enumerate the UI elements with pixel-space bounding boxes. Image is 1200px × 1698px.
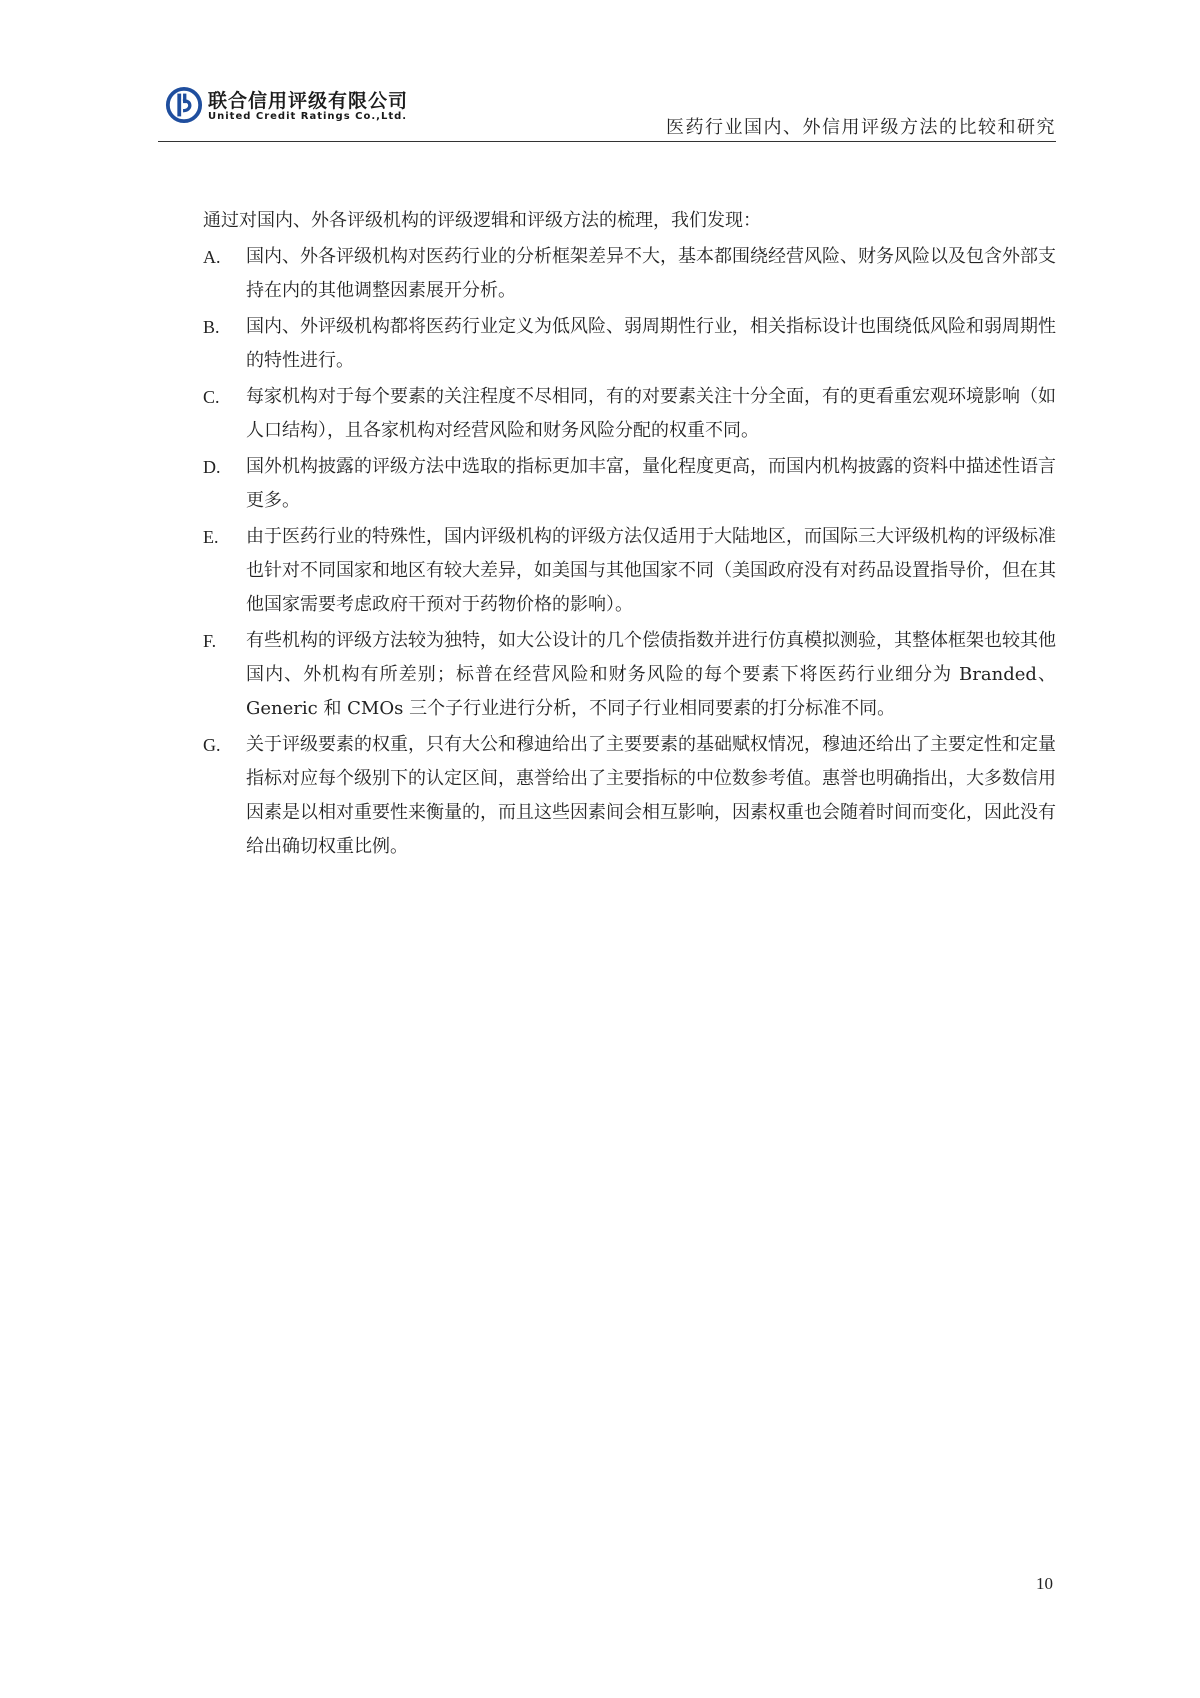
finding-text: 由于医药行业的特殊性，国内评级机构的评级方法仅适用于大陆地区，而国际三大评级机构的评级标准也针对不同国家和地区有较大差异，如美国与其他国家不同（美国政府没有对药品设置指导价，但在其他国家需要考虑政府干预对于药物价格的影响）。 (246, 526, 1056, 615)
main-content (203, 204, 1056, 866)
finding-text: 国外机构披露的评级方法中选取的指标更加丰富，量化程度更高，而国内机构披露的资料中描述性语言更多。 (246, 456, 1056, 511)
finding-text: 关于评级要素的权重，只有大公和穆迪给出了主要要素的基础赋权情况，穆迪还给出了主要定性和定量指标对应每个级别下的认定区间，惠誉给出了主要指标的中位数参考值。惠誉也明确指出，大多数信用因素是以相对重要性来衡量的，而且这些因素间会相互影响，因素权重也会随着时间而变化，因此没有给出确切权重比例。 (246, 734, 1056, 857)
united-credit-ratings-logo (165, 86, 203, 124)
finding-item-a (203, 240, 1056, 308)
finding-item-g (203, 728, 1056, 864)
finding-letter: D. (203, 457, 221, 477)
company-name-en: United Credit Ratings Co.,Ltd. (208, 111, 408, 122)
finding-letter: E. (203, 527, 219, 547)
finding-letter: G. (203, 735, 221, 755)
header-divider (158, 141, 1056, 142)
finding-text: 有些机构的评级方法较为独特，如大公设计的几个偿债指数并进行仿真模拟测验，其整体框架也较其他国内、外机构有所差别；标普在经营风险和财务风险的每个要素下将医药行业细分为 Branded、Generic 和 CMOs 三个子行业进行分析，不同子行业相同要素的打分标准不同。 (246, 630, 1056, 719)
finding-item-f (203, 624, 1056, 726)
finding-item-b (203, 310, 1056, 378)
finding-letter: A. (203, 247, 221, 267)
finding-text: 每家机构对于每个要素的关注程度不尽相同，有的对要素关注十分全面，有的更看重宏观环境影响（如人口结构），且各家机构对经营风险和财务风险分配的权重不同。 (246, 386, 1056, 441)
finding-item-e (203, 520, 1056, 622)
finding-text: 国内、外各评级机构对医药行业的分析框架差异不大，基本都围绕经营风险、财务风险以及包含外部支持在内的其他调整因素展开分析。 (246, 246, 1056, 301)
intro-paragraph: 通过对国内、外各评级机构的评级逻辑和评级方法的梳理，我们发现： (203, 210, 761, 231)
document-title: 医药行业国内、外信用评级方法的比较和研究 (666, 117, 1056, 138)
page-number: 10 (1036, 1574, 1053, 1593)
finding-letter: B. (203, 317, 220, 337)
finding-letter: C. (203, 387, 220, 407)
page-header (0, 0, 1200, 160)
finding-text: 国内、外评级机构都将医药行业定义为低风险、弱周期性行业，相关指标设计也围绕低风险和弱周期性的特性进行。 (246, 316, 1056, 371)
finding-item-d (203, 450, 1056, 518)
finding-item-c (203, 380, 1056, 448)
company-name-cn: 联合信用评级有限公司 (208, 90, 409, 112)
finding-letter: F. (203, 631, 217, 651)
